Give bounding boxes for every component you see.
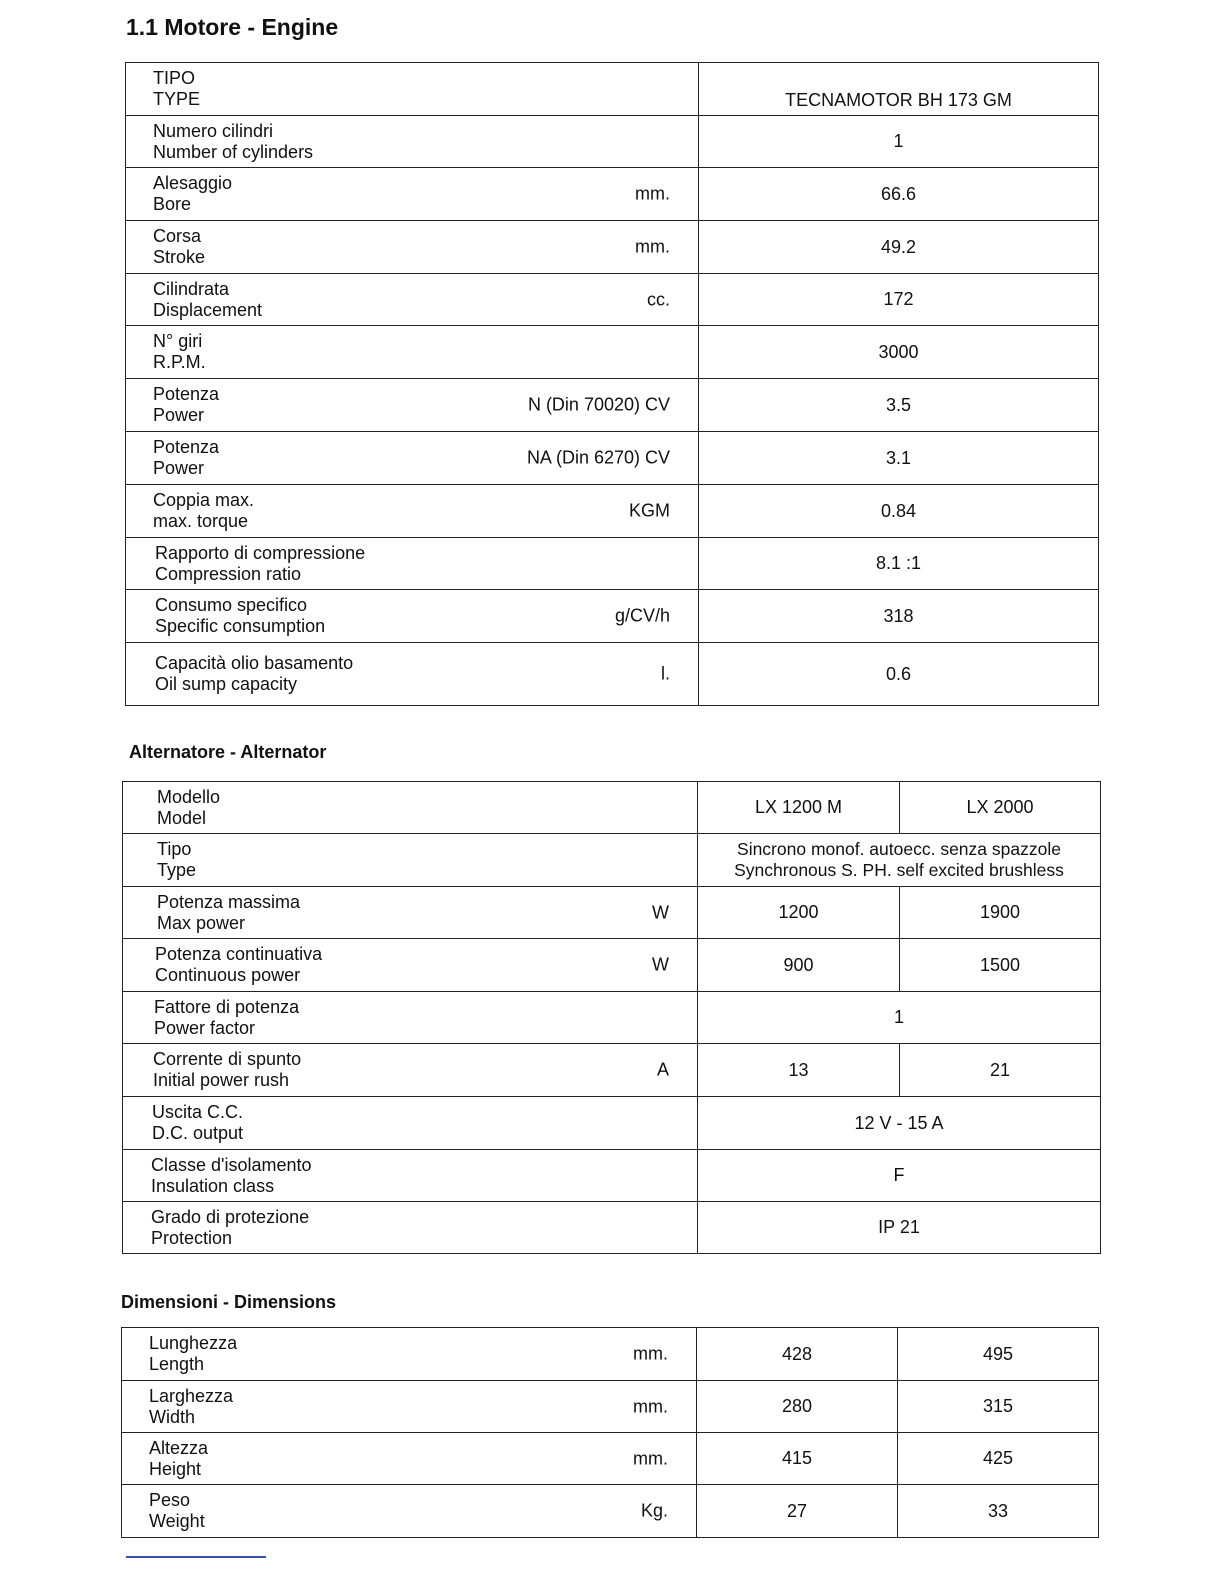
unit: mm. (635, 236, 670, 257)
label-en: max. torque (153, 511, 249, 531)
label-it: Rapporto di compressione (155, 542, 366, 563)
unit: Kg. (640, 1500, 668, 1521)
torque-value: 0.84 (699, 485, 1099, 538)
table-row (123, 992, 1101, 1044)
type-value-it: Sincrono monof. autoecc. senza spazzole (737, 839, 1061, 859)
label-it: Peso (149, 1490, 191, 1510)
consumption-value: 318 (699, 590, 1099, 643)
label-en: Weight (149, 1511, 205, 1531)
unit: g/CV/h (614, 605, 670, 626)
label-it: Potenza continuativa (155, 944, 323, 964)
label-it: Potenza massima (157, 891, 301, 912)
label-en: TYPE (153, 89, 201, 109)
label-it: Uscita C.C. (152, 1102, 244, 1122)
model-lx1200m: LX 1200 M (698, 782, 900, 834)
unit: NA (Din 6270) CV (526, 447, 670, 468)
label-it: Coppia max. (153, 490, 255, 510)
rpm-value: 3000 (699, 326, 1099, 379)
label-en: Stroke (153, 247, 206, 267)
table-row (126, 63, 1099, 116)
engine-type-value: TECNAMOTOR BH 173 GM (699, 63, 1099, 116)
label-it: Modello (157, 786, 221, 807)
table-row (123, 834, 1101, 887)
stroke-value: 49.2 (699, 221, 1099, 274)
table-row (126, 432, 1099, 485)
label-en: Power factor (154, 1017, 256, 1038)
label-en: Height (149, 1458, 202, 1479)
alternator-section-title: Alternatore - Alternator (129, 742, 327, 762)
weight-lx2000: 33 (898, 1485, 1099, 1538)
label-en: Width (149, 1406, 196, 1427)
label-it: Potenza (153, 384, 220, 404)
bore-value: 66.6 (699, 168, 1099, 221)
label-it: Alesaggio (153, 173, 233, 193)
table-row (126, 538, 1099, 590)
type-value-en: Synchronous S. PH. self excited brushless (734, 860, 1064, 880)
unit: W (652, 954, 669, 975)
label-en: Model (157, 807, 207, 828)
rush-lx1200m: 13 (698, 1044, 900, 1097)
unit: A (656, 1059, 669, 1080)
cylinders-value: 1 (699, 116, 1099, 168)
label-en: Continuous power (155, 965, 301, 985)
alternator-spec-table (122, 781, 1101, 1254)
label-it: Classe d'isolamento (151, 1154, 312, 1175)
label-en: Specific consumption (155, 616, 326, 636)
rush-lx2000: 21 (900, 1044, 1101, 1097)
label-it: Larghezza (149, 1385, 234, 1406)
label-en: R.P.M. (153, 352, 206, 372)
table-row (122, 1433, 1099, 1485)
oil-capacity-value: 0.6 (699, 643, 1099, 706)
label-it: Fattore di potenza (154, 996, 300, 1017)
compression-value: 8.1 :1 (699, 538, 1099, 590)
height-lx1200m: 415 (697, 1433, 898, 1485)
unit: W (652, 902, 669, 922)
table-row (122, 1328, 1099, 1381)
label-it: Lunghezza (149, 1333, 238, 1353)
dimensions-section-title: Dimensioni - Dimensions (121, 1292, 337, 1312)
label-en: Type (157, 860, 197, 880)
length-lx1200m: 428 (697, 1328, 898, 1381)
engine-section-title: 1.1 Motore - Engine (126, 14, 339, 40)
engine-spec-table (125, 62, 1099, 706)
label-en: Length (149, 1354, 205, 1374)
table-row (123, 782, 1101, 834)
footer-rule (126, 1556, 266, 1558)
table-row (126, 221, 1099, 274)
label-en: Protection (151, 1227, 233, 1248)
table-row (123, 1097, 1101, 1150)
unit: mm. (633, 1396, 668, 1416)
max-power-lx1200m: 1200 (698, 887, 900, 939)
table-row (126, 116, 1099, 168)
label-en: Initial power rush (153, 1070, 290, 1090)
table-row (126, 379, 1099, 432)
table-row (126, 643, 1099, 706)
label-en: Oil sump capacity (155, 674, 298, 694)
unit: mm. (635, 183, 670, 204)
table-row (123, 887, 1101, 939)
label-en: Power (153, 458, 205, 478)
model-lx2000: LX 2000 (900, 782, 1101, 834)
table-row (123, 939, 1101, 992)
label-it: Altezza (149, 1437, 209, 1458)
label-it: Consumo specifico (155, 595, 308, 615)
unit: KGM (628, 500, 670, 521)
width-lx2000: 315 (898, 1381, 1099, 1433)
cont-power-lx2000: 1500 (900, 939, 1101, 992)
table-row (126, 168, 1099, 221)
dc-output-value: 12 V - 15 A (698, 1097, 1101, 1150)
table-row (122, 1381, 1099, 1433)
insulation-class-value: F (698, 1150, 1101, 1202)
power-factor-value: 1 (698, 992, 1101, 1044)
label-en: Number of cylinders (153, 141, 314, 162)
width-lx1200m: 280 (697, 1381, 898, 1433)
power-na-value: 3.1 (699, 432, 1099, 485)
label-en: Max power (157, 912, 246, 933)
label-it: N° giri (153, 331, 203, 351)
table-row (126, 274, 1099, 326)
protection-value: IP 21 (698, 1202, 1101, 1254)
table-row (126, 485, 1099, 538)
table-row (123, 1150, 1101, 1202)
label-it: Numero cilindri (153, 120, 274, 141)
label-en: Compression ratio (155, 563, 302, 584)
unit: mm. (633, 1448, 668, 1468)
table-row (123, 1202, 1101, 1254)
label-it: TIPO (153, 68, 196, 88)
label-it: Capacità olio basamento (155, 653, 354, 673)
displacement-value: 172 (699, 274, 1099, 326)
table-row (126, 326, 1099, 379)
cont-power-lx1200m: 900 (698, 939, 900, 992)
label-en: Insulation class (151, 1175, 275, 1196)
table-row (126, 590, 1099, 643)
dimensions-spec-table (121, 1327, 1099, 1538)
weight-lx1200m: 27 (697, 1485, 898, 1538)
table-row (123, 1044, 1101, 1097)
max-power-lx2000: 1900 (900, 887, 1101, 939)
table-row (122, 1485, 1099, 1538)
height-lx2000: 425 (898, 1433, 1099, 1485)
label-en: Power (153, 405, 205, 425)
label-en: Bore (153, 194, 192, 214)
length-lx2000: 495 (898, 1328, 1099, 1381)
label-it: Potenza (153, 437, 220, 457)
label-it: Grado di protezione (151, 1206, 310, 1227)
label-it: Corrente di spunto (153, 1049, 302, 1069)
unit: cc. (646, 289, 670, 309)
unit: mm. (633, 1343, 668, 1364)
power-n-value: 3.5 (699, 379, 1099, 432)
label-it: Tipo (157, 839, 192, 859)
unit: l. (661, 663, 670, 684)
label-it: Cilindrata (153, 278, 230, 299)
label-en: D.C. output (152, 1123, 244, 1143)
label-it: Corsa (153, 226, 202, 246)
unit: N (Din 70020) CV (527, 394, 670, 415)
label-en: Displacement (153, 299, 263, 320)
